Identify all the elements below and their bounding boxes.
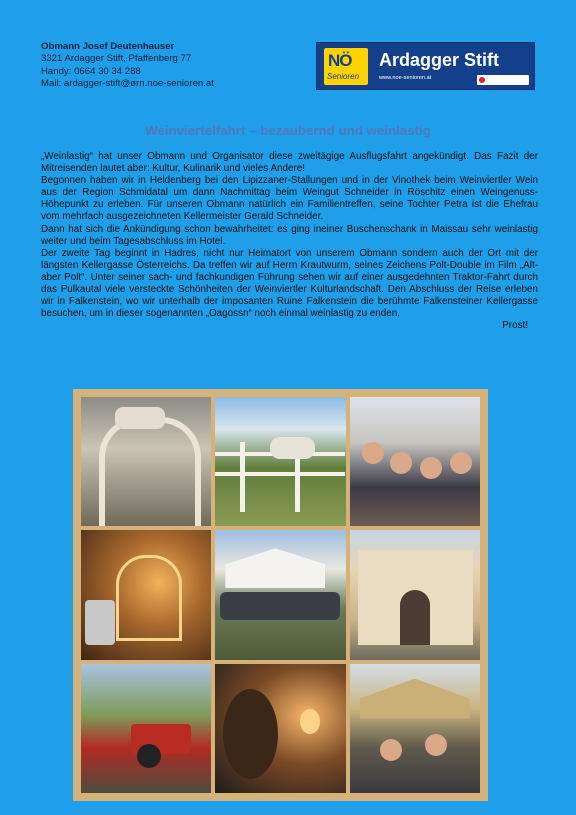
photo-gallery	[73, 389, 488, 801]
photo-group-wine-tasting	[350, 397, 480, 526]
photo-horse-paddock	[215, 397, 345, 526]
photo-group-in-kellergasse	[350, 664, 480, 793]
article-body	[41, 151, 538, 332]
article-paragraph: Dann hat sich die Ankündigung schon bewahrheitet: es ging ineiner Buschenschank in Maissau sehr weinlastig weiter und beim Tagesabschluss im Hotel.	[41, 223, 538, 247]
photo-baroque-building	[350, 530, 480, 659]
article-signoff: Prost!	[502, 320, 528, 332]
contact-mail: Mail: ardagger-stift@ørn.noe-senioren.at	[41, 78, 214, 90]
contact-phone: Handy: 0664 30 34 288	[41, 65, 141, 77]
article-paragraph: Der zweite Tag beginnt in Hadres, nicht nur Heimatort von unserem Obmann sondern auch der Ort mit der längsten Kellergasse Österreichs. Da treffen wir auf Herrn Krautwurm, seines Zeichens Polt-Double im Film „Alt- aber Polt“. Unter seiner sach- und fachkundigen Führung sehen wir auf einer ausgedehnten Traktor-Fahrt durch das Pulkautal viele versteckte Schönheiten der Weinviertler Kulturlandschaft. Den Abschluss der Reise erleben wir in Falkenstein, wo wir unterhalb der imposanten Ruine Falkenstein die berühmte Falkensteiner Kellergasse besuchen, um in dieser sogenannten „Oagossn“ noch einmal weinlastig zu enden.	[41, 247, 538, 320]
noe-senioren-logo	[316, 42, 535, 90]
contact-name: Obmann Josef Deutenhauser	[41, 41, 175, 52]
header-contact	[41, 41, 214, 91]
article-paragraph: Begonnen haben wir in Heldenberg bei den Lipizzaner-Stallungen und in der Vinothek beim Weinviertler Wein aus der Region Schmidatal um dann Nachmittag beim Weingut Schneider in Röschitz einen Weingenuss-Höhepunkt zu erleben. Für unseren Obmann natürlich ein Familientreffen, seine Tochter Petra ist die Ehefrau vom mehrfach ausgezeichneten Kellermeister Gerald Schneider.	[41, 175, 538, 223]
badge-emblem-icon	[479, 77, 485, 83]
photo-cellar-tunnel-barrels	[215, 664, 345, 793]
logo-badge	[477, 75, 529, 85]
photo-group-photo-cellar-house	[215, 530, 345, 659]
article-paragraph: „Weinlastig“ hat unser Obmann und Organisator diese zweitägige Ausflugsfahrt angekündigt. Das Fazit der Mitreisenden lautet aber: Kultur, Kulinarik und vieles Andere!	[41, 151, 538, 175]
photo-tractor-ride	[81, 664, 211, 793]
noe-mark	[324, 48, 368, 85]
logo-title: Ardagger Stift	[379, 50, 500, 70]
article-heading: Weinviertelfahrt – bezaubernd und weinlastig	[145, 123, 431, 138]
logo-url: www.noe-senioren.at	[379, 75, 432, 81]
noe-mark-sub: Senioren	[327, 72, 360, 81]
photo-lipizzaner-gate	[81, 397, 211, 526]
photo-wine-cellar-barrels	[81, 530, 211, 659]
contact-address: 3321 Ardagger Stift, Pfaffenberg 77	[41, 53, 192, 65]
noe-mark-text: NÖ	[328, 51, 352, 70]
